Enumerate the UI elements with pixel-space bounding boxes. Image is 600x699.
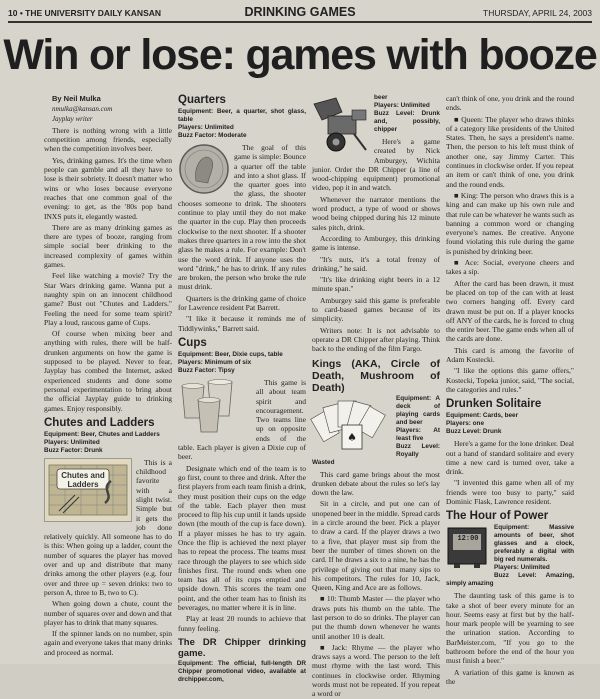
kings-rules-paragraph: can't think of one, you drink and the round ends. bbox=[446, 94, 574, 113]
dixie-cups-image bbox=[178, 378, 252, 436]
chutes-meta bbox=[44, 431, 172, 455]
chipper-paragraph: Whenever the narrator mentions the word product, a type of wood or shows wood being chipped during his 12 minute sales pitch, drink. bbox=[312, 194, 440, 232]
solitaire-paragraph: Here's a game for the lone drinker. Deal out a hand of standard solitaire and every time a new card is turned over, take a drink. bbox=[446, 439, 574, 477]
clock-readout: 12:00 bbox=[457, 534, 479, 543]
kings-rules-paragraph: ■ Ace: Social, everyone cheers and takes a sip. bbox=[446, 258, 574, 277]
meta-line: Equipment: Beer, a quarter, shot glass, table bbox=[178, 108, 306, 123]
meta-line: Equipment: Massive amounts of beer, shot glasses and a clock, preferably a digital with big red numerals. bbox=[494, 524, 574, 564]
intro-paragraph: There is nothing wrong with a little competition among friends, especially when the competition involves beer. bbox=[44, 125, 172, 154]
meta-line: Players: Unlimited bbox=[178, 124, 234, 131]
meta-line: Buzz Factor: Moderate bbox=[178, 132, 247, 139]
quarter-coin-image bbox=[178, 143, 230, 195]
intro-paragraph: Feel like watching a movie? Try the Star Wars drinking game. Wanna put a naughty spin on an innocent childhood game? Bust out "Chutes and Ladders." Feeling the need for some team spirit? Play a loud, raucous game of Cups. bbox=[44, 271, 172, 327]
chipper-paragraph: According to Amburgey, this drinking game is intense. bbox=[312, 233, 440, 253]
kings-paragraph: ■ Jack: Rhyme — the player who draws says a word. The person to the left must rhyme with the last word. This continues in clockwise order. Rhyming words must not be repeated. If you repeat a word or bbox=[312, 642, 440, 699]
meta-line: Equipment: Beer, Dixie cups, table bbox=[178, 350, 283, 358]
column-4 bbox=[446, 94, 574, 686]
board-label: Chutes and Ladders bbox=[61, 471, 105, 490]
cups-paragraph: Play at least 20 rounds to achieve that funny feeling. bbox=[178, 614, 306, 633]
quarters-meta bbox=[178, 108, 306, 140]
wood-chipper-image bbox=[312, 94, 370, 154]
intro-paragraph: Of course when mixing beer and anything with rules, there will be half-drunken arguments on how the game is supposed to be played. Never to fear, Jayplay has combed the Internet, asked experienced students and done some personal experimentation to bring about the official Jayplay guide to drinking games. Enjoy responsibly. bbox=[44, 329, 172, 413]
issue-date: THURSDAY, APRIL 24, 2003 bbox=[483, 8, 592, 18]
chipper-paragraph: "It's like drinking eight beers in a 12 minute span." bbox=[312, 275, 440, 294]
header-rule bbox=[8, 21, 592, 23]
meta-line: Buzz Level: Drunk and, possibly, chipper bbox=[374, 110, 440, 133]
meta-line: Buzz Factor: Drunk bbox=[44, 446, 103, 454]
intro-paragraph: There are as many drinking games as there are types of booze, ranging from simple social beer drinking to the increased complexity of games within games. bbox=[44, 222, 172, 270]
kings-rules-paragraph: After the card has been drawn, it must be placed on top of the can with at least two corners hanging off. Every card drawn must be put on. If a player knocks off ANY of the cards, he is forced to chug the entire beer. The game ends when all of the cards are done. bbox=[446, 278, 574, 344]
power-paragraph: The daunting task of this game is to take a shot of beer every minute for an hour. Seems easy at first but by the half-hour mark people will be yearning to see the urination station. According to BarMeister.com, "If you go to the bathroom before the end of the hour you must finish a beer." bbox=[446, 591, 574, 666]
column-3 bbox=[312, 94, 440, 699]
digital-clock-image bbox=[446, 524, 490, 570]
chutes-paragraph: This is a childhood favorite with a slight twist. Simple but it gets the job done relatively quickly. All someone has to do is this: When going up a ladder, count the number of squares the player has moved over and up and distribute that many drinks among the other players (e.g. four over and three up = seven drinks: two to person A, three to B, two to C). bbox=[44, 457, 172, 597]
byline-role: Jayplay writer bbox=[52, 114, 93, 123]
kings-rules-paragraph: This card is among the favorite of Adam Kostecki. bbox=[446, 345, 574, 365]
meta-line: Buzz Level: Drunk bbox=[446, 428, 502, 436]
solitaire-title: Drunken Solitaire bbox=[446, 398, 542, 411]
meta-line: Equipment: A deck of playing cards and beer bbox=[396, 394, 440, 426]
svg-text:♠: ♠ bbox=[347, 430, 357, 444]
chutes-title: Chutes and Ladders bbox=[44, 416, 155, 429]
meta-line: Players: Unlimited bbox=[494, 564, 550, 572]
intro-paragraph: Yes, drinking games. It's the time when people can gamble and all they have to lose is their sobriety. It doesn't matter who wins or who loses because everyone reaches that one common goal of the evening: to get, as the '80s pop band INXS puts it, elegantly wasted. bbox=[44, 155, 172, 221]
quarters-title: Quarters bbox=[178, 94, 226, 106]
chutes-paragraph: When going down a chute, count the number of squares over and down and that player has to drink that many squares. bbox=[44, 599, 172, 627]
meta-line: Equipment: Cards, beer bbox=[446, 412, 519, 420]
meta-line: Players: At least five bbox=[396, 426, 440, 442]
kings-rules-paragraph: "I like the options this game offers," Kostecki, Topeka junior, said, "The social, the categories and rules." bbox=[446, 366, 574, 394]
chipper-meta: Equipment: The official, full-length DR Chipper promotional video, available at drchipper.com, bbox=[178, 659, 306, 683]
section-title: DRINKING GAMES bbox=[244, 5, 356, 19]
power-title: The Hour of Power bbox=[446, 510, 549, 523]
playing-cards-image bbox=[312, 395, 392, 451]
meta-line: Players: Unlimited bbox=[44, 438, 100, 446]
chipper-title: The DR Chipper drinking game. bbox=[178, 636, 306, 659]
chipper-paragraph: "It's nuts, it's a total frenzy of drinking," he said. bbox=[312, 254, 440, 273]
power-paragraph: A variation of this game is known as the bbox=[446, 667, 574, 686]
chutes-board-image bbox=[44, 458, 132, 522]
kings-paragraph: Sit in a circle, and put one can of unopened beer in the middle. Spread cards in a circle around the beer. Pick a player to draw a card. If the player draws a two to a five, that player must sip from the beer the number of times shown on the card. If he draws a six to a nine, he has the privilege of giving out that many sips to his competitors. The rules for 10, Jack, Queen, King and Ace are as follows. bbox=[312, 499, 440, 593]
chutes-paragraph: If the spinner lands on no number, spin again and everyone takes that many drinks and proceed as normal. bbox=[44, 629, 172, 657]
meta-line: Players: one bbox=[446, 420, 485, 428]
quarters-paragraph: "I like it because it reminds me of Tiddlywinks," Barrett said. bbox=[178, 314, 306, 333]
chipper-paragraph: Amburgey said this game is preferable to card-based games because of its simplicity. bbox=[312, 295, 440, 324]
headline: Win or lose: games with booze bbox=[3, 31, 597, 79]
kings-rules-paragraph: ■ King: The person who draws this is a king and can make up his own rule and that rule can be whatever he wants such as banning a common word or changing everyone's names. Be creative. Anyone found violating this rule during the game is punished by drinking beer. bbox=[446, 190, 574, 256]
solitaire-meta bbox=[446, 412, 574, 436]
meta-line: Buzz Level: Royally Wasted bbox=[312, 442, 440, 466]
kings-title: Kings (AKA, Circle of Death, Mushroom of Death) bbox=[312, 357, 440, 394]
kings-paragraph: This card game brings about the most drunken debate about the rules so let's lay down the law. bbox=[312, 469, 440, 498]
page-number: 10 • THE UNIVERSITY DAILY KANSAN bbox=[8, 8, 162, 18]
cups-meta bbox=[178, 351, 306, 375]
meta-line: Equipment: Beer, Chutes and Ladders bbox=[44, 430, 160, 438]
byline-name: By Neil Mulka bbox=[52, 94, 101, 103]
meta-line: Buzz Level: Amazing, simply amazing bbox=[446, 572, 574, 588]
meta-line: Players: Unlimited bbox=[374, 102, 430, 109]
byline-email: nmulka@kansan.com bbox=[52, 105, 113, 114]
quarters-paragraph: Quarters is the drinking game of choice for Lawrence resident Pat Barrett. bbox=[178, 293, 306, 313]
cups-paragraph: Designate which end of the team is to go first, count to three and drink. After the first players from each team finish a drink, they must position their cups on the edge of the table. Each player then must proceed to flip his cup until it lands upside down (the mouth of the cup is face down). If a player misses he has to try again. Once the flip is achieved the next player has to repeat the process. The teams must race through the players to see which side finishes first. The round ends when one team has all of its cups emptied and upside down. This scores the team one point, and the other team has to finish its beverages, no matter where it is in line. bbox=[178, 463, 306, 613]
meta-line: beer bbox=[374, 94, 388, 101]
page-header bbox=[8, 7, 592, 19]
cups-title: Cups bbox=[178, 336, 207, 349]
kings-rules-paragraph: ■ Queen: The player who draws thinks of a category like presidents of the United States. Then, he says a president's name. Then, the person to his left must think of another one, say Jimmy Carter. This continues in clockwise order. If you repeat an item or can't think of one, you drink and the round ends. bbox=[446, 114, 574, 189]
meta-line: Players: Minimum of six bbox=[178, 358, 252, 366]
column-2 bbox=[178, 94, 306, 683]
chipper-paragraph: Here's a game created by Nick Amburgey, Wichita junior. Order the DR Chipper (a line of wood-chipping equipment) promotional video, pop it in and watch. bbox=[312, 137, 440, 193]
solitaire-paragraph: "I invented this game when all of my friends were too busy to party," said Dominic Flask, Lawrence resident. bbox=[446, 478, 574, 506]
kings-paragraph: ■ 10: Thumb Master — the player who draws puts his thumb on the table. The last person to do so drinks. The player can put the thumb down whenever he wants until another 10 is dealt. bbox=[312, 594, 440, 641]
quarters-paragraph: The goal of this game is simple: Bounce a quarter off the table and into a shot glass. If the quarter goes into the glass, the shooter chooses someone to drink. The shooters continue to play until they do not make the quarter in the cup. Play then proceeds clockwise to the next shooter. If a shooter makes three quarters in a row into the shot glass he makes a rule. For example: Don't use the word drink. If anyone uses the word "drink," he has to drink. If any rules are broken, the person who broke the rule must drink. bbox=[178, 143, 306, 292]
column-1 bbox=[44, 94, 172, 662]
chipper-paragraph: Writers note: It is not advisable to operate a DR Chipper after playing. Think back to the ending of the film Fargo. bbox=[312, 325, 440, 354]
meta-line: Buzz Factor: Tipsy bbox=[178, 366, 235, 374]
cups-paragraph: This game is all about team spirit and encouragement. Two teams line up on opposite ends of the table. Each player is given a Dixie cup of beer. bbox=[178, 377, 306, 462]
